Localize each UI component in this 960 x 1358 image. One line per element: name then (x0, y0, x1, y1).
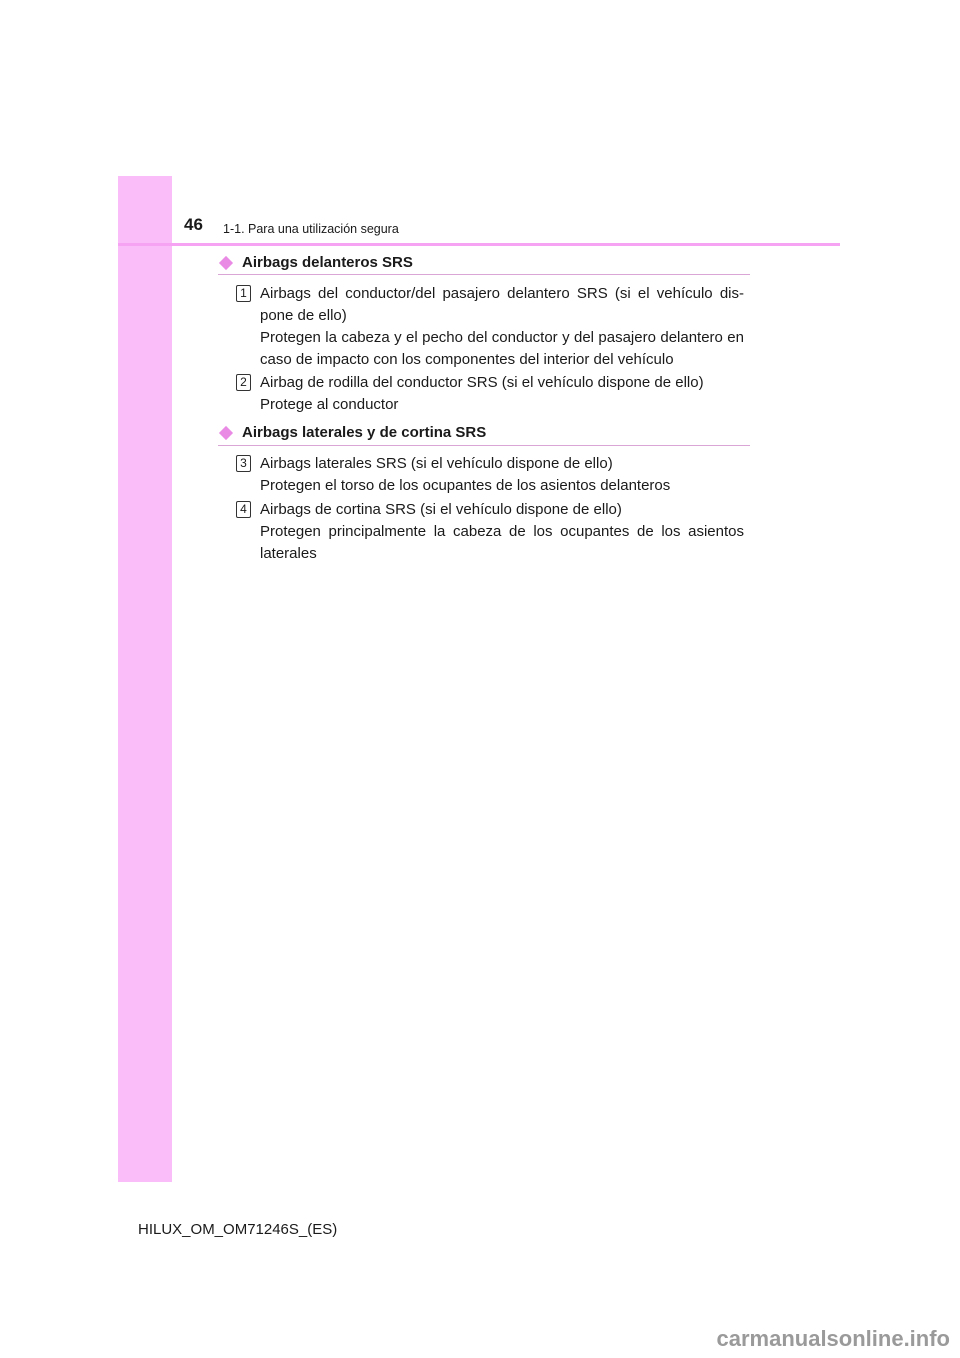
list-item (236, 499, 744, 565)
heading-text: Airbags delanteros SRS (242, 254, 413, 271)
item-title: Airbags del conductor/del pasajero delantero SRS (si el vehículo dis-pone de ello) (260, 285, 744, 324)
diamond-bullet-icon (219, 255, 233, 269)
watermark: carmanualsonline.info (716, 1326, 950, 1351)
header-rule (118, 243, 840, 246)
heading-front-airbags (218, 254, 750, 271)
item-description: Protegen el torso de los ocupantes de los asientos delanteros (260, 477, 671, 494)
list-item (236, 453, 744, 497)
section-title: 1-1. Para una utilización segura (223, 222, 399, 236)
item-number-badge: 1 (236, 285, 251, 302)
diamond-bullet-icon (219, 425, 233, 439)
heading-rule (218, 274, 750, 275)
heading-side-curtain-airbags (218, 424, 750, 441)
heading-rule (218, 445, 750, 446)
list-item (236, 283, 744, 371)
side-tab-band (118, 176, 172, 1182)
item-number-badge: 4 (236, 501, 251, 518)
item-title: Airbags laterales SRS (si el vehículo dispone de ello) (260, 455, 613, 472)
item-description: Protegen la cabeza y el pecho del conductor y del pasajero delantero en caso de impacto con los componentes del interior del vehículo (260, 329, 744, 368)
item-number-badge: 3 (236, 455, 251, 472)
item-number-badge: 2 (236, 374, 251, 391)
item-title: Airbags de cortina SRS (si el vehículo dispone de ello) (260, 501, 622, 518)
heading-text: Airbags laterales y de cortina SRS (242, 424, 487, 441)
footer-document-code: HILUX_OM_OM71246S_(ES) (138, 1221, 338, 1238)
page-number: 46 (184, 215, 203, 234)
item-description: Protegen principalmente la cabeza de los ocupantes de los asientos laterales (260, 523, 744, 562)
list-item (236, 372, 744, 416)
item-title: Airbag de rodilla del conductor SRS (si el vehículo dispone de ello) (260, 374, 704, 391)
item-description: Protege al conductor (260, 396, 399, 413)
